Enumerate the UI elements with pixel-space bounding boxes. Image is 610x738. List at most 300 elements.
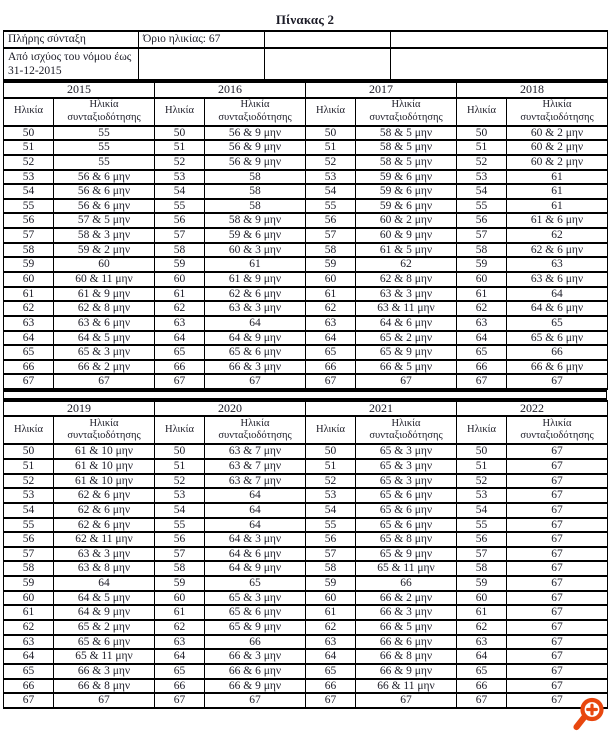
age-cell: 66 (457, 679, 507, 694)
zoom-in-icon[interactable] (572, 696, 606, 732)
table-row (4, 518, 608, 533)
age-cell: 60 (4, 591, 54, 606)
age-cell: 63 (155, 635, 205, 650)
age-cell: 53 (306, 488, 356, 503)
retirement-age-cell: 62 & 6 μην (205, 287, 306, 302)
retirement-age-cell: 66 & 8 μην (54, 679, 155, 694)
age-column-header: Ηλικία (4, 416, 54, 444)
retirement-age-cell: 65 & 6 μην (356, 503, 457, 518)
table-row (4, 635, 608, 650)
age-cell: 59 (155, 576, 205, 591)
age-cell: 64 (4, 331, 54, 346)
age-cell: 50 (306, 126, 356, 141)
table-row (4, 228, 608, 243)
retirement-age-cell: 59 & 6 μην (356, 170, 457, 185)
age-cell: 56 (457, 213, 507, 228)
age-cell: 55 (306, 518, 356, 533)
age-cell: 58 (155, 243, 205, 258)
age-cell: 57 (155, 228, 205, 243)
age-cell: 64 (155, 331, 205, 346)
age-cell: 54 (155, 503, 205, 518)
age-cell: 58 (457, 243, 507, 258)
age-cell: 61 (306, 287, 356, 302)
retirement-age-cell: 63 & 7 μην (205, 474, 306, 489)
age-cell: 55 (457, 518, 507, 533)
age-cell: 61 (457, 605, 507, 620)
age-cell: 60 (155, 272, 205, 287)
age-cell: 57 (457, 547, 507, 562)
age-cell: 51 (155, 140, 205, 155)
table-row (4, 243, 608, 258)
age-cell: 58 (4, 561, 54, 576)
table-row (4, 257, 608, 272)
age-cell: 59 (155, 257, 205, 272)
table-row (4, 532, 608, 547)
age-cell: 59 (457, 257, 507, 272)
age-column-header: Ηλικία (457, 98, 507, 126)
retirement-age-cell: 59 & 2 μην (54, 243, 155, 258)
age-cell: 62 (457, 620, 507, 635)
age-cell: 56 (4, 213, 54, 228)
age-column-header: Ηλικία (155, 416, 205, 444)
table-row (4, 693, 608, 708)
retirement-age-cell: 66 (205, 635, 306, 650)
retirement-age-cell: 63 & 11 μην (356, 301, 457, 316)
table-row (4, 126, 608, 141)
retirement-age-cell: 63 & 7 μην (205, 444, 306, 459)
age-cell: 65 (4, 664, 54, 679)
table-row (4, 155, 608, 170)
retirement-age-cell: 65 & 2 μην (356, 331, 457, 346)
age-cell: 65 (4, 345, 54, 360)
retirement-age-cell: 64 & 9 μην (54, 605, 155, 620)
retirement-age-cell: 65 & 11 μην (54, 649, 155, 664)
retirement-age-cell: 63 (507, 257, 608, 272)
retirement-age-cell: 67 (507, 576, 608, 591)
age-cell: 52 (155, 474, 205, 489)
age-cell: 62 (155, 301, 205, 316)
retirement-age-cell: 66 (356, 576, 457, 591)
retirement-age-cell: 66 & 11 μην (356, 679, 457, 694)
retirement-age-cell: 67 (507, 444, 608, 459)
retirement-column-header: Ηλικία συνταξιοδότησης (356, 416, 457, 444)
retirement-age-cell: 64 (205, 518, 306, 533)
age-cell: 62 (306, 301, 356, 316)
age-cell: 57 (155, 547, 205, 562)
age-cell: 57 (457, 228, 507, 243)
table-row (4, 459, 608, 474)
retirement-age-cell: 66 & 5 μην (356, 360, 457, 375)
age-cell: 56 (155, 532, 205, 547)
retirement-age-cell: 66 & 3 μην (205, 649, 306, 664)
age-cell: 52 (457, 474, 507, 489)
retirement-column-header: Ηλικία συνταξιοδότησης (356, 98, 457, 126)
retirement-age-cell: 66 & 2 μην (54, 360, 155, 375)
retirement-age-cell: 64 & 6 μην (356, 316, 457, 331)
retirement-age-cell: 59 & 6 μην (356, 184, 457, 199)
table-row (4, 170, 608, 185)
year-header-2015: 2015 (4, 82, 155, 97)
age-cell: 56 (155, 213, 205, 228)
retirement-age-cell: 62 & 6 μην (54, 488, 155, 503)
retirement-age-cell: 64 & 6 μην (205, 547, 306, 562)
table-row (4, 576, 608, 591)
age-cell: 64 (155, 649, 205, 664)
retirement-age-cell: 55 (54, 126, 155, 141)
age-cell: 53 (306, 170, 356, 185)
age-cell: 66 (155, 360, 205, 375)
age-cell: 66 (457, 360, 507, 375)
header-cell-empty (391, 48, 608, 81)
table-row (4, 444, 608, 459)
table-row (4, 503, 608, 518)
retirement-age-cell: 67 (205, 693, 306, 708)
pension-table-2015-2018 (3, 81, 608, 390)
age-cell: 54 (4, 503, 54, 518)
retirement-age-cell: 67 (507, 591, 608, 606)
retirement-age-cell: 62 & 6 μην (54, 503, 155, 518)
retirement-age-cell: 65 & 9 μην (205, 620, 306, 635)
retirement-age-cell: 67 (507, 693, 608, 708)
page-title: Πίνακας 2 (275, 12, 335, 27)
retirement-age-cell: 67 (507, 620, 608, 635)
table-row (4, 605, 608, 620)
age-cell: 63 (155, 316, 205, 331)
age-cell: 63 (457, 635, 507, 650)
age-cell: 61 (155, 605, 205, 620)
retirement-age-cell: 58 (205, 184, 306, 199)
age-cell: 58 (155, 561, 205, 576)
retirement-age-cell: 63 & 7 μην (205, 459, 306, 474)
age-cell: 67 (457, 374, 507, 389)
retirement-age-cell: 61 & 9 μην (54, 287, 155, 302)
age-cell: 60 (4, 272, 54, 287)
age-cell: 50 (4, 444, 54, 459)
age-cell: 65 (306, 664, 356, 679)
column-header-row (4, 416, 608, 444)
age-cell: 57 (306, 228, 356, 243)
age-cell: 56 (457, 532, 507, 547)
age-cell: 58 (457, 561, 507, 576)
retirement-age-cell: 66 & 3 μην (356, 605, 457, 620)
age-column-header: Ηλικία (4, 98, 54, 126)
retirement-age-cell: 67 (507, 547, 608, 562)
retirement-age-cell: 60 & 2 μην (356, 213, 457, 228)
header-row-2 (4, 48, 608, 81)
header-cell-empty (265, 48, 391, 81)
age-cell: 51 (306, 459, 356, 474)
age-cell: 54 (306, 503, 356, 518)
age-cell: 57 (4, 228, 54, 243)
age-cell: 66 (155, 679, 205, 694)
retirement-age-cell: 67 (356, 374, 457, 389)
column-header-row (4, 98, 608, 126)
age-cell: 51 (155, 459, 205, 474)
retirement-age-cell: 60 & 2 μην (507, 155, 608, 170)
age-cell: 66 (4, 360, 54, 375)
age-cell: 59 (4, 576, 54, 591)
retirement-age-cell: 64 & 9 μην (205, 561, 306, 576)
table-row (4, 316, 608, 331)
year-header-2021: 2021 (306, 401, 457, 416)
retirement-age-cell: 65 & 11 μην (356, 561, 457, 576)
table-row (4, 488, 608, 503)
retirement-age-cell: 63 & 6 μην (507, 272, 608, 287)
age-cell: 52 (4, 474, 54, 489)
retirement-age-cell: 67 (356, 693, 457, 708)
retirement-age-cell: 67 (507, 503, 608, 518)
retirement-age-cell: 67 (205, 374, 306, 389)
retirement-age-cell: 64 & 3 μην (205, 532, 306, 547)
retirement-age-cell: 60 & 11 μην (54, 272, 155, 287)
retirement-age-cell: 60 & 2 μην (507, 140, 608, 155)
retirement-age-cell: 64 & 6 μην (507, 301, 608, 316)
retirement-age-cell: 60 & 3 μην (205, 243, 306, 258)
year-header-row (4, 82, 608, 97)
age-cell: 60 (457, 591, 507, 606)
header-row-1 (4, 31, 608, 48)
retirement-column-header: Ηλικία συνταξιοδότησης (54, 416, 155, 444)
retirement-age-cell: 66 & 5 μην (356, 620, 457, 635)
age-cell: 63 (4, 316, 54, 331)
retirement-age-cell: 61 (507, 184, 608, 199)
retirement-age-cell: 56 & 6 μην (54, 170, 155, 185)
header-table (3, 30, 608, 81)
year-header-2020: 2020 (155, 401, 306, 416)
age-cell: 58 (306, 243, 356, 258)
retirement-age-cell: 67 (507, 518, 608, 533)
age-cell: 57 (4, 547, 54, 562)
table-row (4, 561, 608, 576)
retirement-age-cell: 65 & 9 μην (356, 345, 457, 360)
retirement-age-cell: 64 (54, 576, 155, 591)
age-cell: 56 (306, 213, 356, 228)
age-cell: 59 (306, 257, 356, 272)
age-cell: 65 (155, 345, 205, 360)
age-column-header: Ηλικία (306, 98, 356, 126)
header-cell-full-pension: Πλήρης σύνταξη (4, 31, 139, 48)
age-cell: 59 (4, 257, 54, 272)
table-row (4, 474, 608, 489)
retirement-age-cell: 64 (205, 316, 306, 331)
retirement-age-cell: 67 (507, 664, 608, 679)
retirement-age-cell: 60 & 2 μην (507, 126, 608, 141)
age-cell: 55 (4, 518, 54, 533)
age-cell: 59 (457, 576, 507, 591)
retirement-age-cell: 65 & 2 μην (54, 620, 155, 635)
table-row (4, 213, 608, 228)
retirement-age-cell: 60 (54, 257, 155, 272)
age-cell: 62 (306, 620, 356, 635)
age-cell: 51 (457, 459, 507, 474)
age-cell: 55 (457, 199, 507, 214)
retirement-age-cell: 65 & 3 μην (356, 474, 457, 489)
age-cell: 62 (4, 301, 54, 316)
age-cell: 53 (457, 488, 507, 503)
retirement-age-cell: 62 (507, 228, 608, 243)
retirement-age-cell: 64 (205, 488, 306, 503)
retirement-age-cell: 67 (507, 474, 608, 489)
table-row (4, 184, 608, 199)
retirement-age-cell: 65 & 3 μην (356, 459, 457, 474)
retirement-age-cell: 61 & 5 μην (356, 243, 457, 258)
table-row (4, 591, 608, 606)
retirement-age-cell: 66 & 9 μην (205, 679, 306, 694)
retirement-age-cell: 62 & 6 μην (54, 518, 155, 533)
retirement-age-cell: 65 & 6 μην (507, 331, 608, 346)
age-cell: 54 (155, 184, 205, 199)
age-cell: 52 (306, 474, 356, 489)
age-cell: 50 (4, 126, 54, 141)
retirement-age-cell: 62 & 8 μην (356, 272, 457, 287)
age-cell: 67 (4, 374, 54, 389)
retirement-age-cell: 65 (205, 576, 306, 591)
retirement-age-cell: 64 (507, 287, 608, 302)
retirement-age-cell: 65 & 6 μην (356, 518, 457, 533)
year-header-2022: 2022 (457, 401, 608, 416)
retirement-age-cell: 67 (507, 605, 608, 620)
retirement-age-cell: 66 & 6 μην (507, 360, 608, 375)
age-cell: 62 (4, 620, 54, 635)
table-row (4, 301, 608, 316)
retirement-age-cell: 64 & 9 μην (205, 331, 306, 346)
age-cell: 51 (4, 140, 54, 155)
retirement-age-cell: 66 & 3 μην (205, 360, 306, 375)
age-cell: 52 (306, 155, 356, 170)
retirement-age-cell: 65 & 3 μην (356, 444, 457, 459)
age-cell: 51 (306, 140, 356, 155)
age-cell: 61 (457, 287, 507, 302)
year-header-row (4, 401, 608, 416)
age-cell: 56 (306, 532, 356, 547)
retirement-age-cell: 57 & 5 μην (54, 213, 155, 228)
age-cell: 54 (4, 184, 54, 199)
retirement-age-cell: 64 & 5 μην (54, 331, 155, 346)
retirement-age-cell: 55 (54, 140, 155, 155)
age-cell: 50 (155, 444, 205, 459)
age-cell: 67 (4, 693, 54, 708)
header-cell-empty (391, 31, 608, 48)
table-row (4, 679, 608, 694)
retirement-age-cell: 61 (507, 170, 608, 185)
age-cell: 53 (4, 170, 54, 185)
age-cell: 58 (306, 561, 356, 576)
age-cell: 63 (306, 635, 356, 650)
retirement-age-cell: 58 & 5 μην (356, 155, 457, 170)
year-header-2019: 2019 (4, 401, 155, 416)
retirement-age-cell: 58 (205, 199, 306, 214)
age-cell: 65 (457, 664, 507, 679)
age-cell: 65 (155, 664, 205, 679)
retirement-age-cell: 67 (507, 374, 608, 389)
age-cell: 60 (306, 591, 356, 606)
retirement-age-cell: 56 & 9 μην (205, 140, 306, 155)
retirement-age-cell: 67 (507, 635, 608, 650)
retirement-age-cell: 62 & 6 μην (507, 243, 608, 258)
retirement-column-header: Ηλικία συνταξιοδότησης (507, 416, 608, 444)
header-cell-law-validity: Από ισχύος του νόμου έως 31-12-2015 (4, 48, 139, 81)
retirement-age-cell: 63 & 8 μην (54, 561, 155, 576)
age-cell: 58 (4, 243, 54, 258)
year-header-2018: 2018 (457, 82, 608, 97)
age-cell: 53 (155, 170, 205, 185)
age-cell: 54 (306, 184, 356, 199)
age-cell: 64 (306, 649, 356, 664)
age-cell: 66 (4, 679, 54, 694)
age-cell: 64 (457, 331, 507, 346)
age-cell: 51 (457, 140, 507, 155)
retirement-age-cell: 66 & 8 μην (356, 649, 457, 664)
retirement-age-cell: 58 & 9 μην (205, 213, 306, 228)
retirement-age-cell: 58 & 5 μην (356, 126, 457, 141)
age-cell: 67 (457, 693, 507, 708)
retirement-age-cell: 65 (507, 316, 608, 331)
retirement-age-cell: 62 & 11 μην (54, 532, 155, 547)
age-cell: 63 (306, 316, 356, 331)
age-cell: 54 (457, 184, 507, 199)
age-cell: 54 (457, 503, 507, 518)
retirement-age-cell: 63 & 3 μην (205, 301, 306, 316)
table-row (4, 649, 608, 664)
retirement-age-cell: 67 (507, 561, 608, 576)
retirement-age-cell: 60 & 9 μην (356, 228, 457, 243)
retirement-column-header: Ηλικία συνταξιοδότησης (205, 416, 306, 444)
table-row (4, 345, 608, 360)
age-cell: 65 (457, 345, 507, 360)
age-cell: 56 (4, 532, 54, 547)
table-row (4, 199, 608, 214)
age-cell: 53 (4, 488, 54, 503)
retirement-age-cell: 66 & 3 μην (54, 664, 155, 679)
age-cell: 52 (155, 155, 205, 170)
age-cell: 50 (457, 126, 507, 141)
age-column-header: Ηλικία (155, 98, 205, 126)
retirement-age-cell: 55 (54, 155, 155, 170)
age-cell: 50 (155, 126, 205, 141)
age-cell: 60 (457, 272, 507, 287)
age-cell: 66 (306, 679, 356, 694)
age-cell: 55 (4, 199, 54, 214)
retirement-age-cell: 65 & 6 μην (356, 488, 457, 503)
table-row (4, 664, 608, 679)
retirement-age-cell: 66 & 9 μην (356, 664, 457, 679)
retirement-age-cell: 61 & 6 μην (507, 213, 608, 228)
age-cell: 61 (4, 605, 54, 620)
retirement-age-cell: 61 (507, 199, 608, 214)
retirement-age-cell: 58 & 3 μην (54, 228, 155, 243)
retirement-age-cell: 64 & 5 μην (54, 591, 155, 606)
age-cell: 55 (306, 199, 356, 214)
age-cell: 62 (457, 301, 507, 316)
age-cell: 52 (4, 155, 54, 170)
retirement-column-header: Ηλικία συνταξιοδότησης (205, 98, 306, 126)
table-row (4, 620, 608, 635)
retirement-age-cell: 61 (205, 257, 306, 272)
table-row (4, 140, 608, 155)
retirement-age-cell: 56 & 6 μην (54, 184, 155, 199)
retirement-age-cell: 62 (356, 257, 457, 272)
age-cell: 59 (306, 576, 356, 591)
retirement-age-cell: 66 & 2 μην (356, 591, 457, 606)
retirement-age-cell: 65 & 9 μην (356, 547, 457, 562)
retirement-age-cell: 61 & 9 μην (205, 272, 306, 287)
age-cell: 64 (457, 649, 507, 664)
spacer-band (3, 390, 607, 400)
age-cell: 50 (457, 444, 507, 459)
header-cell-empty (265, 31, 391, 48)
retirement-age-cell: 67 (507, 488, 608, 503)
retirement-age-cell: 62 & 8 μην (54, 301, 155, 316)
